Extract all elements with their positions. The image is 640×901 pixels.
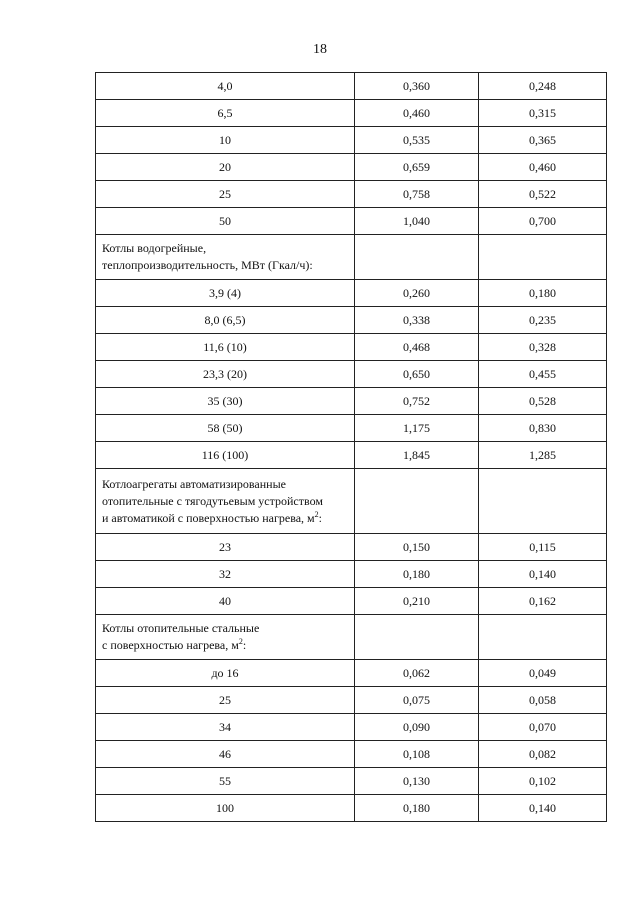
size-cell: 3,9 (4): [96, 280, 355, 307]
size-cell: 20: [96, 154, 355, 181]
empty-cell: [355, 615, 479, 660]
value-cell-1: 0,150: [355, 534, 479, 561]
value-cell-1: 0,210: [355, 588, 479, 615]
value-cell-1: 1,845: [355, 442, 479, 469]
section-header-line: Котлы отопительные стальные: [102, 621, 260, 635]
value-cell-2: 0,049: [479, 660, 607, 687]
value-cell-2: 0,528: [479, 388, 607, 415]
empty-cell: [355, 235, 479, 280]
value-cell-2: 0,455: [479, 361, 607, 388]
size-cell: 46: [96, 741, 355, 768]
norms-table: [95, 72, 607, 822]
value-cell-1: 0,752: [355, 388, 479, 415]
table-row: [96, 280, 607, 307]
table-row: [96, 181, 607, 208]
value-cell-2: 0,140: [479, 561, 607, 588]
value-cell-1: 0,360: [355, 73, 479, 100]
table-row: [96, 361, 607, 388]
empty-cell: [479, 469, 607, 534]
section-header-row: [96, 615, 607, 660]
value-cell-2: 0,180: [479, 280, 607, 307]
value-cell-2: 0,328: [479, 334, 607, 361]
table-row: [96, 100, 607, 127]
size-cell: 55: [96, 768, 355, 795]
value-cell-1: 0,650: [355, 361, 479, 388]
unit-superscript: 2: [314, 509, 319, 519]
header-tail: :: [242, 638, 247, 652]
size-cell: 32: [96, 561, 355, 588]
table-row: [96, 73, 607, 100]
value-cell-1: 0,075: [355, 687, 479, 714]
value-cell-1: 0,338: [355, 307, 479, 334]
section-header-row: [96, 235, 607, 280]
value-cell-2: 0,365: [479, 127, 607, 154]
value-cell-2: 1,285: [479, 442, 607, 469]
size-cell: 8,0 (6,5): [96, 307, 355, 334]
size-cell: 6,5: [96, 100, 355, 127]
table-row: [96, 660, 607, 687]
section-header-line: Котлы водогрейные,: [102, 241, 207, 255]
value-cell-1: 0,062: [355, 660, 479, 687]
table-row: [96, 415, 607, 442]
value-cell-1: 0,180: [355, 795, 479, 822]
table-row: [96, 714, 607, 741]
size-cell: 35 (30): [96, 388, 355, 415]
size-cell: 4,0: [96, 73, 355, 100]
value-cell-1: 0,260: [355, 280, 479, 307]
section-header-label: [96, 469, 355, 534]
value-cell-1: 1,040: [355, 208, 479, 235]
table-row: [96, 442, 607, 469]
size-cell: 100: [96, 795, 355, 822]
section-header-label: [96, 235, 355, 280]
value-cell-2: 0,235: [479, 307, 607, 334]
size-cell: 11,6 (10): [96, 334, 355, 361]
empty-cell: [479, 235, 607, 280]
table-row: [96, 388, 607, 415]
table-row: [96, 307, 607, 334]
value-cell-2: 0,162: [479, 588, 607, 615]
value-cell-1: 0,535: [355, 127, 479, 154]
size-cell: 25: [96, 181, 355, 208]
size-cell: 50: [96, 208, 355, 235]
section-header-line: отопительные с тягодутьевым устройством: [102, 493, 323, 508]
value-cell-2: 0,460: [479, 154, 607, 181]
empty-cell: [479, 615, 607, 660]
value-cell-1: 0,090: [355, 714, 479, 741]
value-cell-2: 0,700: [479, 208, 607, 235]
value-cell-2: 0,522: [479, 181, 607, 208]
page-number: 18: [313, 42, 327, 57]
table-row: [96, 795, 607, 822]
table-row: [96, 588, 607, 615]
section-header-line: и автоматикой с поверхностью нагрева, м: [102, 510, 315, 525]
size-cell: 40: [96, 588, 355, 615]
table-row: [96, 154, 607, 181]
table-row: [96, 534, 607, 561]
table-row: [96, 741, 607, 768]
value-cell-2: 0,115: [479, 534, 607, 561]
table-row: [96, 687, 607, 714]
empty-cell: [355, 469, 479, 534]
size-cell: 10: [96, 127, 355, 154]
section-header-row: [96, 469, 607, 534]
value-cell-2: 0,140: [479, 795, 607, 822]
value-cell-1: 0,659: [355, 154, 479, 181]
table-row: [96, 561, 607, 588]
value-cell-2: 0,102: [479, 768, 607, 795]
table-row: [96, 127, 607, 154]
table-row: [96, 334, 607, 361]
value-cell-2: 0,058: [479, 687, 607, 714]
value-cell-1: 0,758: [355, 181, 479, 208]
value-cell-1: 1,175: [355, 415, 479, 442]
size-cell: 116 (100): [96, 442, 355, 469]
size-cell: 23: [96, 534, 355, 561]
value-cell-1: 0,130: [355, 768, 479, 795]
size-cell: 25: [96, 687, 355, 714]
section-header-line: теплопроизводительность, МВт (Гкал/ч):: [102, 258, 313, 272]
header-tail: :: [318, 510, 322, 525]
table-row: [96, 208, 607, 235]
value-cell-2: 0,082: [479, 741, 607, 768]
value-cell-1: 0,468: [355, 334, 479, 361]
value-cell-2: 0,830: [479, 415, 607, 442]
section-header-label: [96, 615, 355, 660]
section-header-line: с поверхностью нагрева, м: [102, 638, 239, 652]
size-cell: 34: [96, 714, 355, 741]
size-cell: 58 (50): [96, 415, 355, 442]
size-cell: до 16: [96, 660, 355, 687]
value-cell-1: 0,108: [355, 741, 479, 768]
table-row: [96, 768, 607, 795]
size-cell: 23,3 (20): [96, 361, 355, 388]
section-header-line: Котлоагрегаты автоматизированные: [102, 476, 286, 491]
value-cell-2: 0,315: [479, 100, 607, 127]
value-cell-1: 0,460: [355, 100, 479, 127]
value-cell-1: 0,180: [355, 561, 479, 588]
value-cell-2: 0,248: [479, 73, 607, 100]
unit-superscript: 2: [238, 637, 243, 646]
value-cell-2: 0,070: [479, 714, 607, 741]
norms-table-body: [96, 73, 607, 822]
